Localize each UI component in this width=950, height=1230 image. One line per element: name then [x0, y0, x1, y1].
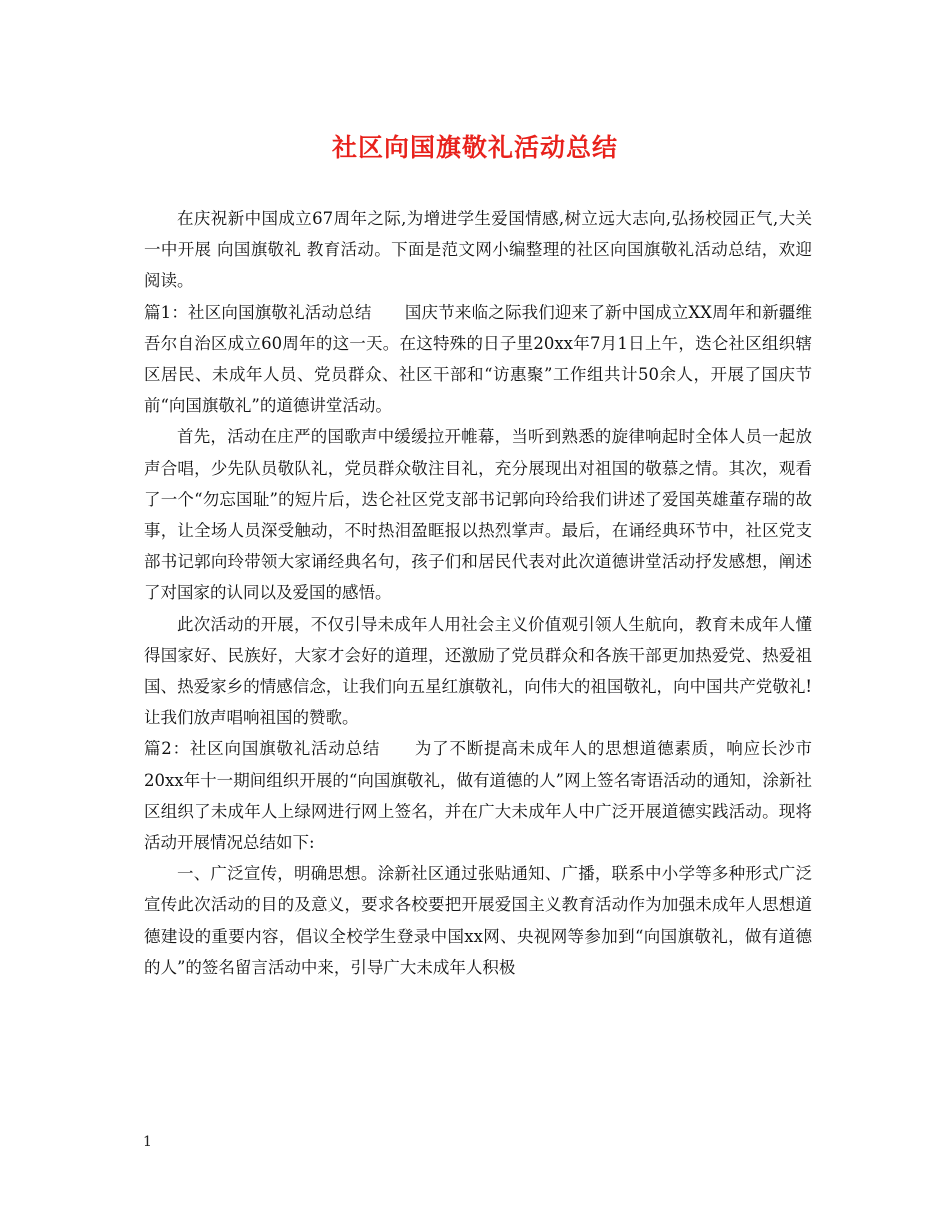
- paragraph-activity-process: 首先，活动在庄严的国歌声中缓缓拉开帷幕，当听到熟悉的旋律响起时全体人员一起放声合唱，少先队员敬队礼，党员群众敬注目礼，充分展现出对祖国的敬慕之情。其次，观看了一个“勿忘国耻”的短片后，迭仑社区党支部书记郭向玲给我们讲述了爱国英雄董存瑞的故事，让全场人员深受触动，不时热泪盈眶报以热烈掌声。最后，在诵经典环节中，社区党支部书记郭向玲带领大家诵经典名句，孩子们和居民代表对此次道德讲堂活动抒发感想，阐述了对国家的认同以及爱国的感悟。: [144, 427, 812, 603]
- document-body: [144, 203, 812, 983]
- page-number: 1: [143, 1134, 152, 1150]
- paragraph-activity-significance: 此次活动的开展，不仅引导未成年人用社会主义价值观引领人生航向，教育未成年人懂得国家好、民族好，大家才会好的道理，还激励了党员群众和各族干部更加热爱党、热爱祖国、热爱家乡的情感信念，让我们向五星红旗敬礼，向伟大的祖国敬礼，向中国共产党敬礼!让我们放声唱响祖国的赞歌。: [144, 614, 812, 728]
- paragraph-section-2-start: 篇2：社区向国旗敬礼活动总结 为了不断提高未成年人的思想道德素质，响应长沙市20xx年十一期间组织开展的“向国旗敬礼，做有道德的人”网上签名寄语活动的通知，涂新社区组织了未成年人上绿网进行网上签名，并在广大未成年人中广泛开展道德实践活动。现将活动开展情况总结如下:: [144, 739, 812, 853]
- paragraph-publicity: 一、广泛宣传，明确思想。涂新社区通过张贴通知、广播，联系中小学等多种形式广泛宣传此次活动的目的及意义，要求各校要把开展爱国主义教育活动作为加强未成年人思想道德建设的重要内容，倡议全校学生登录中国xx网、央视网等参加到“向国旗敬礼，做有道德的人”的签名留言活动中来，引导广大未成年人积极: [144, 864, 812, 977]
- paragraph-intro: 在庆祝新中国成立67周年之际,为增进学生爱国情感,树立远大志向,弘扬校园正气,大关一中开展 向国旗敬礼 教育活动。下面是范文网小编整理的社区向国旗敬礼活动总结，欢迎阅读。: [144, 209, 812, 291]
- paragraph-section-1-start: 篇1：社区向国旗敬礼活动总结 国庆节来临之际我们迎来了新中国成立XX周年和新疆维吾尔自治区成立60周年的这一天。在这特殊的日子里20xx年7月1日上午，迭仑社区组织辖区居民、未成年人员、党员群众、社区干部和“访惠聚”工作组共计50余人，开展了国庆节前“向国旗敬礼”的道德讲堂活动。: [144, 302, 812, 416]
- page-title: 社区向国旗敬礼活动总结: [331, 133, 618, 162]
